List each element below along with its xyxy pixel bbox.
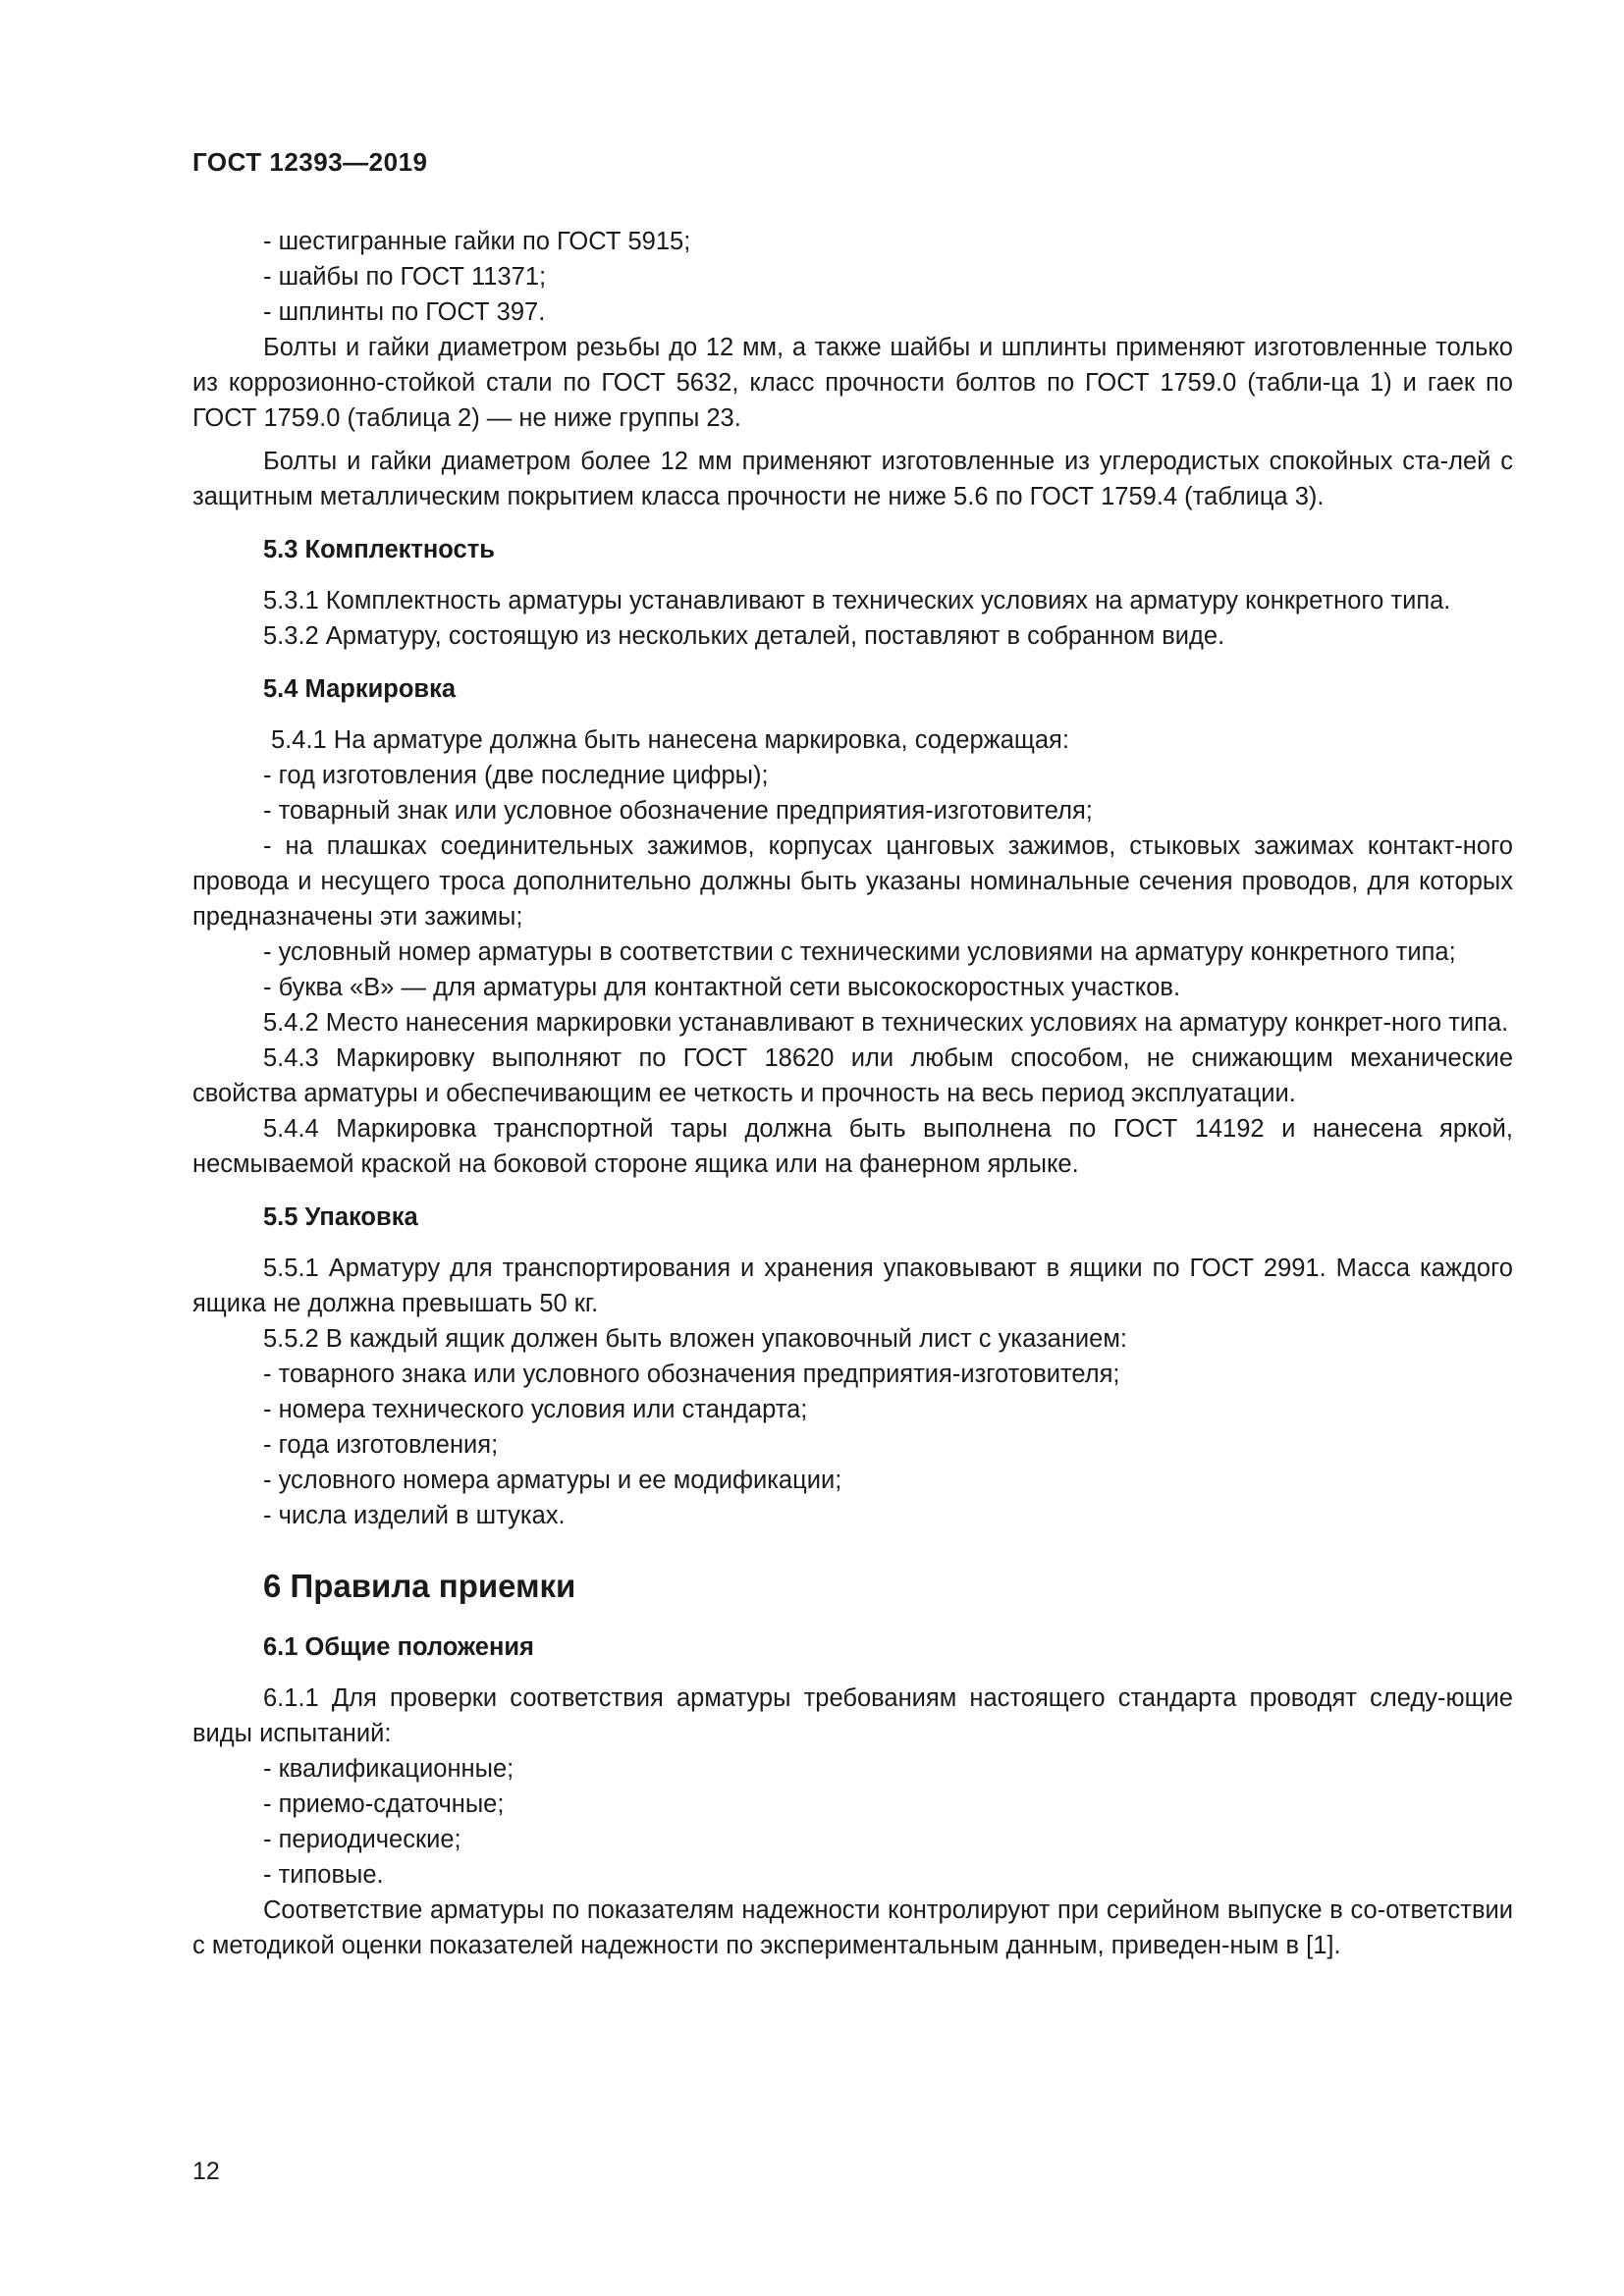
list-item: - приемо-сдаточные;	[263, 1790, 505, 1818]
paragraph: Болты и гайки диаметром более 12 мм применяют изготовленные из углеродистых спокойных ста-лей с защитным металлическим покрытием класса прочности не ниже 5.6 по ГОСТ 1759.4 (таблица 3).	[192, 448, 1513, 510]
list-item: - условный номер арматуры в соответствии с техническими условиями на арматуру конкретного типа;	[263, 938, 1456, 966]
section-heading: 5.5 Упаковка	[263, 1203, 418, 1231]
list-item: - числа изделий в штуках.	[263, 1502, 566, 1529]
list-item: - условного номера арматуры и ее модификации;	[263, 1467, 842, 1494]
document-body	[192, 224, 1513, 1963]
list-item: - номера технического условия или стандарта;	[263, 1396, 808, 1423]
paragraph: 5.5.2 В каждый ящик должен быть вложен упаковочный лист с указанием:	[263, 1325, 1127, 1353]
section-heading: 5.3 Комплектность	[263, 536, 495, 563]
chapter-heading: 6 Правила приемки	[263, 1568, 576, 1604]
paragraph: 5.4.4 Маркировка транспортной тары должна быть выполнена по ГОСТ 14192 и нанесена яркой, несмываемой краской на боковой стороне ящика или на фанерном ярлыке.	[192, 1115, 1513, 1178]
paragraph: 5.4.3 Маркировку выполняют по ГОСТ 18620 или любым способом, не снижающим механические свойства арматуры и обеспечивающим ее четкость и прочность на весь период эксплуатации.	[192, 1044, 1513, 1107]
list-item: - на плашках соединительных зажимов, корпусах цанговых зажимов, стыковых зажимах контакт-ного провода и несущего троса дополнительно должны быть указаны номинальные сечения проводов, для которых предназначены эти зажимы;	[192, 832, 1513, 931]
paragraph: 5.4.1 На арматуре должна быть нанесена маркировка, содержащая:	[271, 726, 1069, 754]
page-number: 12	[192, 2158, 220, 2185]
list-item: - типовые.	[263, 1861, 384, 1889]
list-item: - товарный знак или условное обозначение предприятия-изготовителя;	[263, 797, 1093, 825]
paragraph: Болты и гайки диаметром резьбы до 12 мм, а также шайбы и шплинты применяют изготовленные только из коррозионно-стойкой стали по ГОСТ 5632, класс прочности болтов по ГОСТ 1759.0 (табли-ца 1) и гаек по ГОСТ 1759.0 (таблица 2) — не ниже группы 23.	[192, 334, 1513, 432]
paragraph: 5.3.2 Арматуру, состоящую из нескольких деталей, поставляют в собранном виде.	[263, 622, 1225, 650]
list-item: - года изготовления;	[263, 1431, 499, 1459]
list-item: - квалификационные;	[263, 1755, 514, 1783]
document-header: ГОСТ 12393—2019	[192, 147, 428, 177]
list-item: - год изготовления (две последние цифры);	[263, 762, 769, 789]
paragraph: Соответствие арматуры по показателям надежности контролируют при серийном выпуске в со-ответствии с методикой оценки показателей надежности по экспериментальным данным, приведен-ным в [1].	[192, 1896, 1513, 1959]
paragraph: 5.5.1 Арматуру для транспортирования и хранения упаковывают в ящики по ГОСТ 2991. Масса каждого ящика не должна превышать 50 кг.	[192, 1255, 1513, 1317]
list-item: - товарного знака или условного обозначения предприятия-изготовителя;	[263, 1361, 1120, 1388]
list-item: - шайбы по ГОСТ 11371;	[263, 263, 547, 291]
paragraph: 5.3.1 Комплектность арматуры устанавливают в технических условиях на арматуру конкретного типа.	[263, 587, 1451, 614]
paragraph: 6.1.1 Для проверки соответствия арматуры требованиям настоящего стандарта проводят следу-ющие виды испытаний:	[192, 1684, 1513, 1747]
section-heading: 6.1 Общие положения	[263, 1633, 534, 1661]
list-item: - буква «В» — для арматуры для контактной сети высокоскоростных участков.	[263, 974, 1181, 1001]
section-heading: 5.4 Маркировка	[263, 675, 457, 703]
list-item: - шплинты по ГОСТ 397.	[263, 298, 546, 326]
list-item: - шестигранные гайки по ГОСТ 5915;	[263, 228, 691, 255]
list-item: - периодические;	[263, 1826, 461, 1853]
paragraph: 5.4.2 Место нанесения маркировки устанавливают в технических условиях на арматуру конкрет-ного типа.	[263, 1009, 1509, 1037]
